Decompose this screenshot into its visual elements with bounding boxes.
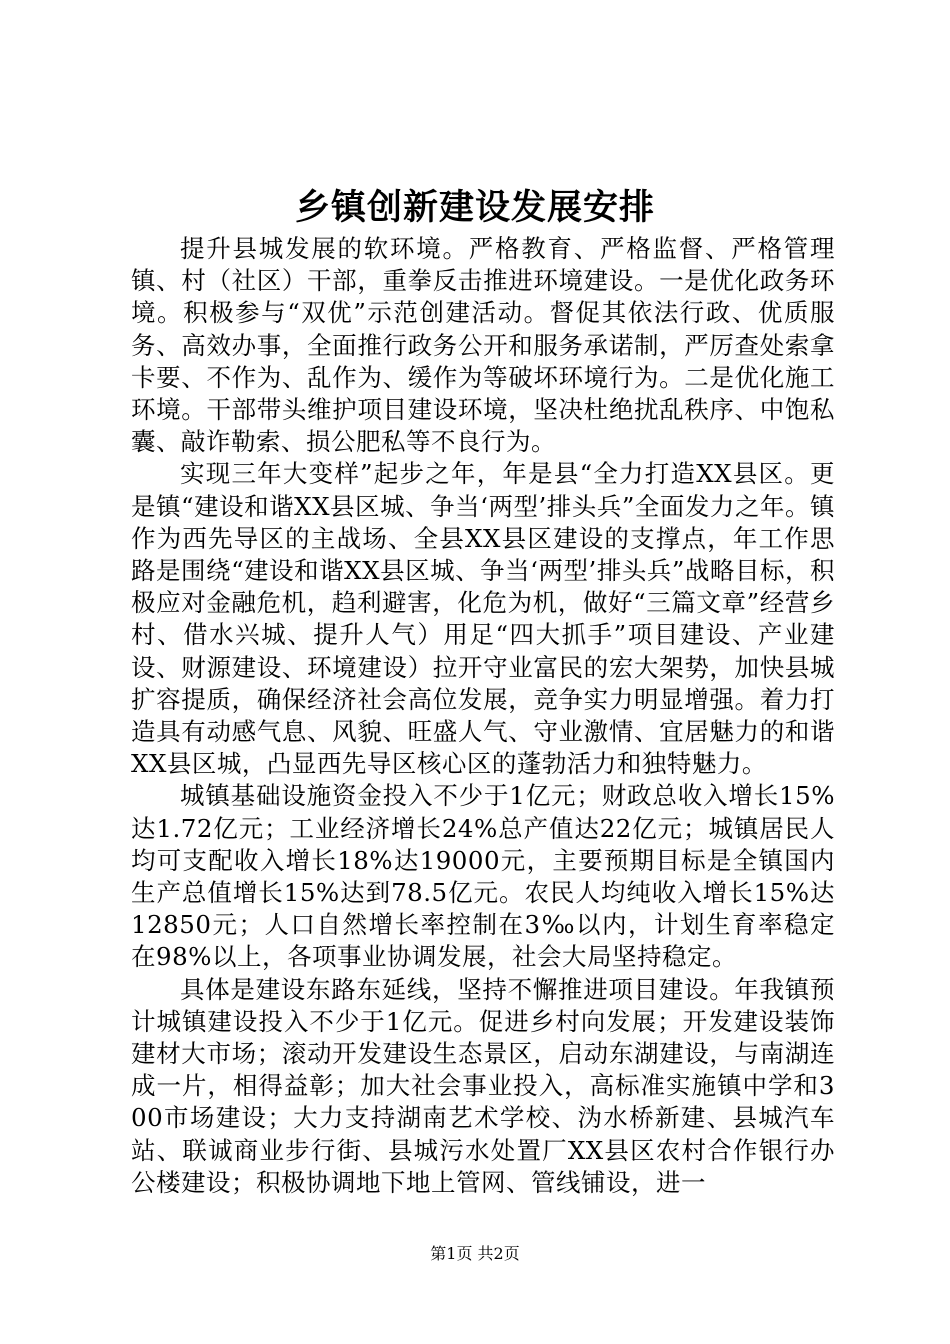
paragraph-3: 城镇基础设施资金投入不少于1亿元；财政总收入增长15%达1.72亿元；工业经济增长24%总产值达22亿元；城镇居民人均可支配收入增长18%达19000元，主要预期目标是全镇国内生产总值增长15%达到78.5亿元。农民人均纯收入增长15%达12850元；人口自然增长率控制在3‰以内，计划生育率稳定在98%以上，各项事业协调发展，社会大局坚持稳定。 <box>131 781 835 972</box>
document-title: 乡镇创新建设发展安排 <box>294 187 655 228</box>
paragraph-4: 具体是建设东路东延线，坚持不懈推进项目建设。年我镇预计城镇建设投入不少于1亿元。促进乡村向发展；开发建设装饰建材大市场；滚动开发建设生态景区，启动东湖建设，与南湖连成一片，相得益彰；加大社会事业投入，高标准实施镇中学和300市场建设；大力支持湖南艺术学校、沩水桥新建、县城汽车站、联诚商业步行街、县城污水处置厂XX县区农村合作银行办公楼建设；积极协调地下地上管网、管线铺设，进一 <box>131 974 835 1197</box>
paragraph-1: 提升县城发展的软环境。严格教育、严格监督、严格管理镇、村（社区）干部，重拳反击推进环境建设。一是优化政务环境。积极参与“双优”示范创建活动。督促其依法行政、优质服务、高效办事，全面推行政务公开和服务承诺制，严厉查处索拿卡要、不作为、乱作为、缓作为等破坏环境行为。二是优化施工环境。干部带头维护项目建设环境，坚决杜绝扰乱秩序、中饱私囊、敲诈勒索、损公肥私等不良行为。 <box>131 234 835 457</box>
page-number-footer: 第1页 共2页 <box>430 1244 520 1263</box>
document-body <box>131 233 835 1199</box>
paragraph-2: 实现三年大变样”起步之年，年是县“全力打造XX县区。更是镇“建设和谐XX县区城、争当‘两型’排头兵”全面发力之年。镇作为西先导区的主战场、全县XX县区建设的支撑点，年工作思路是围绕“建设和谐XX县区城、争当‘两型’排头兵”战略目标，积极应对金融危机，趋利避害，化危为机，做好“三篇文章”经营乡村、借水兴城、提升人气）用足“四大抓手”项目建设、产业建设、财源建设、环境建设）拉开守业富民的宏大架势，加快县城扩容提质，确保经济社会高位发展，竞争实力明显增强。着力打造具有动感气息、风貌、旺盛人气、守业激情、宜居魅力的和谐XX县区城，凸显西先导区核心区的蓬勃活力和独特魅力。 <box>131 459 835 779</box>
